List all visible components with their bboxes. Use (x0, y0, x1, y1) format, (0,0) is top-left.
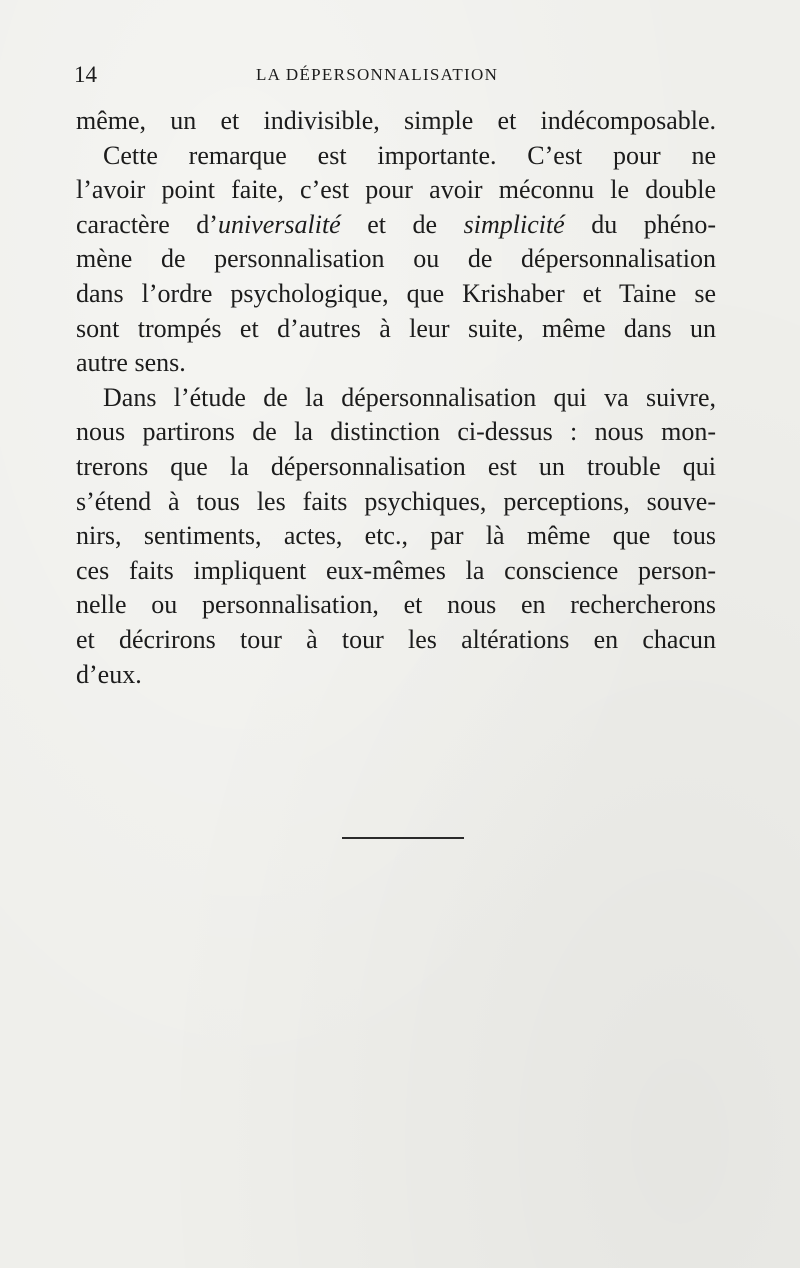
text-line: nous partirons de la distinction ci-dessus : nous mon- (76, 417, 716, 447)
text-fragment: et de (340, 209, 464, 239)
text-fragment: caractère d’ (76, 209, 218, 239)
text-line: trerons que la dépersonnalisation est un trouble qui (76, 451, 716, 481)
text-line: et décrirons tour à tour les altérations en chacun (76, 624, 716, 654)
text-line (76, 208, 716, 243)
text-line: s’étend à tous les faits psychiques, perceptions, souve- (76, 486, 716, 516)
body-text (76, 104, 716, 692)
text-line: nirs, sentiments, actes, etc., par là même que tous (76, 521, 716, 551)
page-header (74, 62, 714, 92)
running-title: LA DÉPERSONNALISATION (256, 65, 499, 84)
text-line: sont trompés et d’autres à leur suite, même dans un (76, 313, 716, 343)
paragraph-last-line: d’eux. (76, 659, 142, 689)
text-line: l’avoir point faite, c’est pour avoir méconnu le double (76, 175, 716, 205)
text-line: ces faits impliquent eux-mêmes la conscience person- (76, 555, 716, 585)
text-line: dans l’ordre psychologique, que Krishaber et Taine se (76, 278, 716, 308)
text-line: nelle ou personnalisation, et nous en rechercherons (76, 590, 716, 620)
section-end-rule (342, 837, 464, 839)
text-line: mène de personnalisation ou de dépersonnalisation (76, 244, 716, 274)
text-line: même, un et indivisible, simple et indécomposable. (76, 106, 716, 135)
italic-term-universalite: universalité (217, 209, 341, 239)
text-fragment: du phéno- (564, 209, 716, 239)
paragraph-first-line: Cette remarque est importante. C’est pour ne (103, 140, 716, 170)
paragraph-last-line: autre sens. (76, 348, 186, 378)
italic-term-simplicite: simplicité (463, 209, 565, 239)
paragraph-first-line: Dans l’étude de la dépersonnalisation qui va suivre, (103, 382, 716, 412)
page-number: 14 (74, 62, 97, 87)
